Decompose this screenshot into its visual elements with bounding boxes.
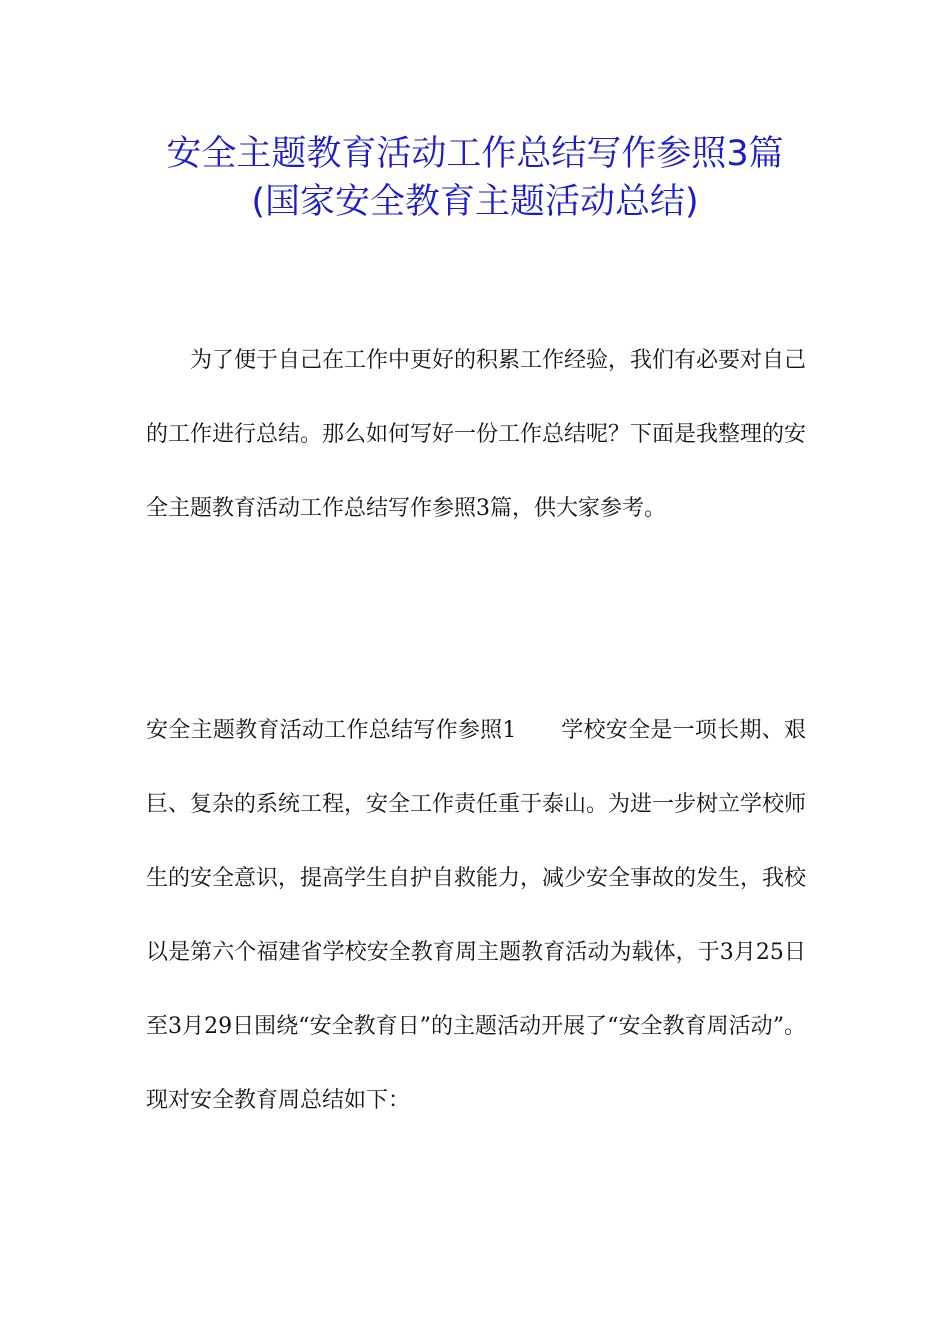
document-title-line-2: (国家安全教育主题活动总结) bbox=[251, 182, 699, 222]
document-title-line-1: 安全主题教育活动工作总结写作参照3篇 bbox=[166, 134, 784, 174]
section-1-paragraph: 安全主题教育活动工作总结写作参照1 学校安全是一项长期、艰巨、复杂的系统工程，安全工作责任重于泰山。为进一步树立学校师生的安全意识，提高学生自护自救能力，减少安全事故的发生，我校以是第六个福建省学校安全教育周主题教育活动为载体，于3月25日至3月29日围绕“安全教育日”的主题活动开展了“安全教育周活动”。现对安全教育周总结如下： bbox=[146, 718, 807, 1113]
intro-paragraph: 为了便于自己在工作中更好的积累工作经验，我们有必要对自己的工作进行总结。那么如何写好一份工作总结呢？下面是我整理的安全主题教育活动工作总结写作参照3篇，供大家参考。 bbox=[146, 348, 807, 521]
